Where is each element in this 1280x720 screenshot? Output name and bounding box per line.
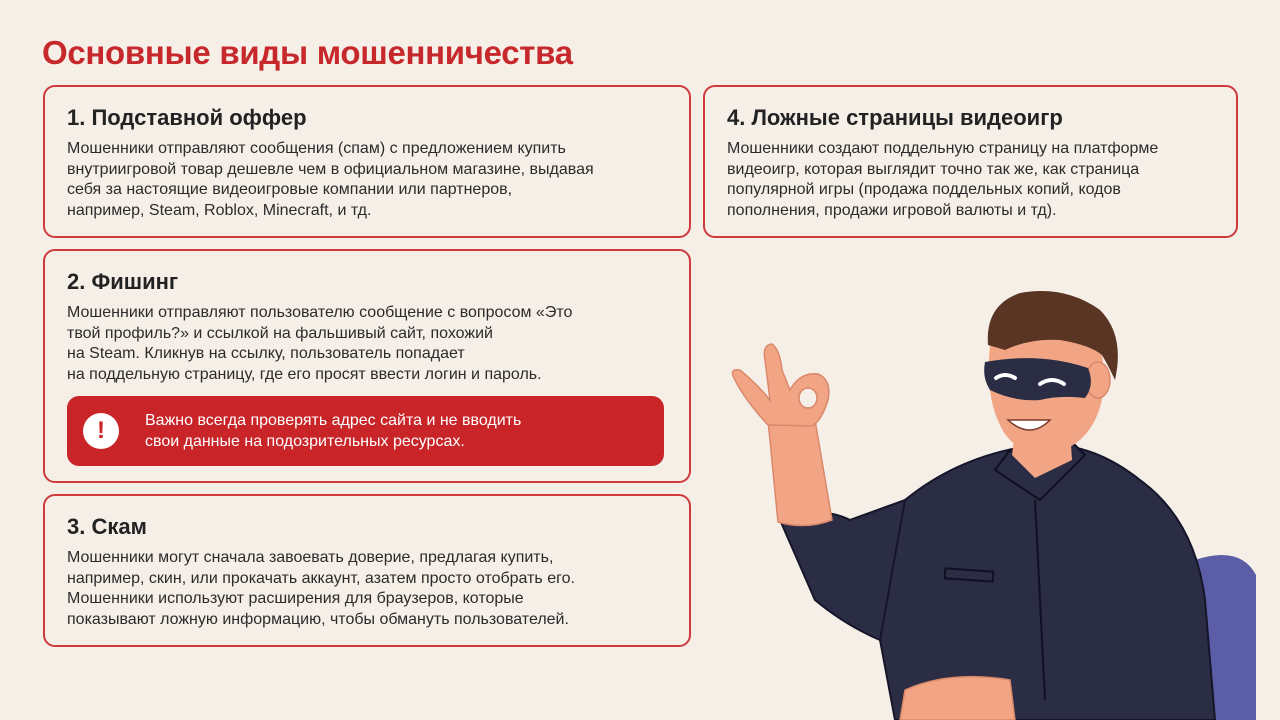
warning-line: свои данные на подозрительных ресурсах. — [145, 432, 465, 450]
card-line: на поддельную страницу, где его просят ввести логин и пароль. — [67, 365, 542, 383]
card-line: на Steam. Кликнув на ссылку, пользователь попадает — [67, 345, 465, 362]
hand-shape — [732, 344, 828, 426]
card-description — [67, 548, 667, 630]
card-description — [67, 303, 667, 385]
card-line: Мошенники отправляют сообщения (спам) с предложением купить — [67, 140, 566, 157]
masked-hacker-illustration — [715, 285, 1280, 720]
card-line: внутриигровой товар дешевле чем в официальном магазине, выдавая — [67, 160, 594, 178]
card-line: пополнения, продажи игровой валюты и тд). — [727, 201, 1057, 219]
warning-line: Важно всегда проверять адрес сайта и не вводить — [145, 412, 522, 429]
card-scam — [43, 494, 691, 647]
card-line: твой профиль?» и ссылкой на фальшивый сайт, похожий — [67, 324, 493, 342]
card-heading: 4. Ложные страницы видеоигр — [727, 105, 1063, 130]
card-heading: 3. Скам — [67, 514, 147, 539]
card-heading: 2. Фишинг — [67, 269, 179, 294]
card-line: себя за настоящие видеоигровые компании или партнеров, — [67, 181, 513, 198]
card-fake-game-pages — [703, 85, 1238, 238]
card-description — [727, 139, 1214, 221]
card-line: показывают ложную информацию, чтобы обмануть пользователей. — [67, 610, 569, 628]
card-fake-offer — [43, 85, 691, 238]
ok-ring-shape — [799, 388, 817, 408]
page-title: Основные виды мошенничества — [42, 34, 573, 71]
card-line: например, Steam, Roblox, Minecraft, и тд. — [67, 201, 372, 219]
card-line: Мошенники создают поддельную страницу на платформе — [727, 140, 1159, 157]
card-line: Мошенники используют расширения для браузеров, которые — [67, 590, 524, 607]
exclamation-icon: ! — [83, 413, 119, 449]
warning-text — [145, 411, 521, 452]
forearm-shape — [768, 415, 832, 526]
card-phishing — [43, 249, 691, 483]
card-description — [67, 139, 667, 221]
mask-shape — [984, 358, 1091, 400]
warning-banner — [67, 396, 664, 466]
card-line: например, скин, или прокачать аккаунт, азатем просто отобрать его. — [67, 569, 575, 587]
card-heading: 1. Подставной оффер — [67, 105, 307, 130]
card-line: Мошенники могут сначала завоевать доверие, предлагая купить, — [67, 549, 554, 566]
card-line: Мошенники отправляют пользователю сообщение с вопросом «Это — [67, 304, 573, 321]
card-line: видеоигр, которая выглядит точно так же, как страница — [727, 160, 1140, 178]
card-line: популярной игры (продажа поддельных копий, кодов — [727, 181, 1121, 198]
